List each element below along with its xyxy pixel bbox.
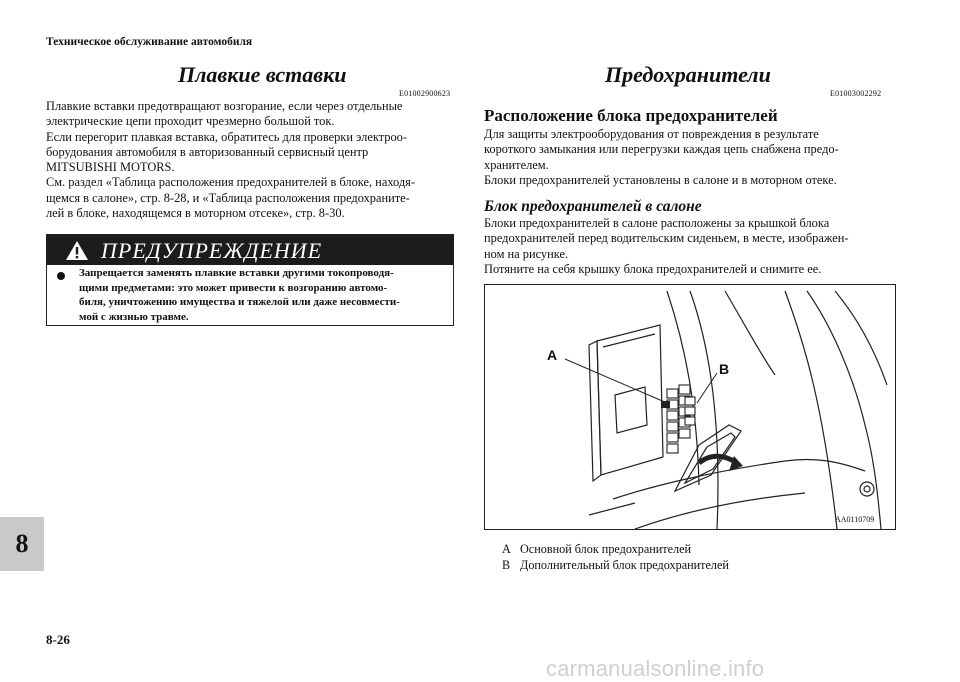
caption-b: [502, 558, 729, 573]
figure-code: AA0110709: [835, 515, 875, 524]
label-a: A: [547, 347, 558, 363]
dashboard-drawing: [485, 285, 895, 529]
fuses-title: Предохранители: [605, 62, 771, 87]
interior-fuse-block-heading: Блок предохранителей в салоне: [484, 198, 702, 215]
warning-text: Запрещается заменять плавкие вставки другими токопроводя- щими предметами: это может привести к возгоранию автомо- биля, уничтожению имущества и тяжелой или даже несовмести- мой с жизнью травме.: [79, 267, 400, 323]
caption-a: [502, 542, 691, 557]
watermark: carmanualsonline.info: [546, 656, 765, 681]
warning-title: ПРЕДУПРЕЖДЕНИЕ: [101, 238, 323, 263]
fuse-block-location-heading: Расположение блока предохранителей: [484, 106, 778, 125]
warning-header: [47, 235, 453, 265]
caption-a-letter: A: [502, 542, 511, 556]
fusible-links-code: E01002900623: [399, 89, 451, 98]
warning-box: [46, 234, 454, 326]
fusible-links-paragraph: Плавкие вставки предотвращают возгорание, если через отдельные электрические цепи проходит чрезмерно большой ток. Если перегорит плавкая вставка, обратитесь для проверки электроо- борудования автомобиля в авторизованный сервисный центр MITSUBISHI MOTORS. См. раздел «Таблица расположения предохранителей в блоке, находя- щемся в салоне», стр. 8-28, и «Таблица расположения предохраните- лей в блоке, находящемся в моторном отсеке», стр. 8-30.: [46, 99, 416, 221]
fusible-links-title: Плавкие вставки: [178, 62, 347, 87]
fuse-block-location-text: Для защиты электрооборудования от повреждения в результате короткого замыкания или перегрузки каждая цепь снабжена предо- хранителем. Блоки предохранителей установлены в салоне и в моторном отеке.: [484, 127, 839, 187]
fuses-code: E01003002292: [830, 89, 882, 98]
chapter-tab: 8: [0, 517, 44, 571]
caption-a-text: Основной блок предохранителей: [520, 542, 692, 556]
caption-b-text: Дополнительный блок предохранителей: [520, 558, 729, 572]
warning-body: [47, 265, 453, 325]
bullet-icon: [57, 272, 65, 280]
label-b: B: [719, 361, 730, 377]
running-header: Техническое обслуживание автомобиля: [46, 36, 253, 48]
caption-b-letter: B: [502, 558, 511, 572]
warning-triangle-icon: [65, 240, 89, 261]
page-number: 8-26: [46, 632, 70, 647]
interior-fuse-block-text: Блоки предохранителей в салоне расположены за крышкой блока предохранителей перед водительским сиденьем, в месте, изображен- ном на рисунке. Потяните на себя крышку блока предохранителей и снимите ее.: [484, 216, 849, 276]
fuse-block-illustration: [484, 284, 896, 530]
